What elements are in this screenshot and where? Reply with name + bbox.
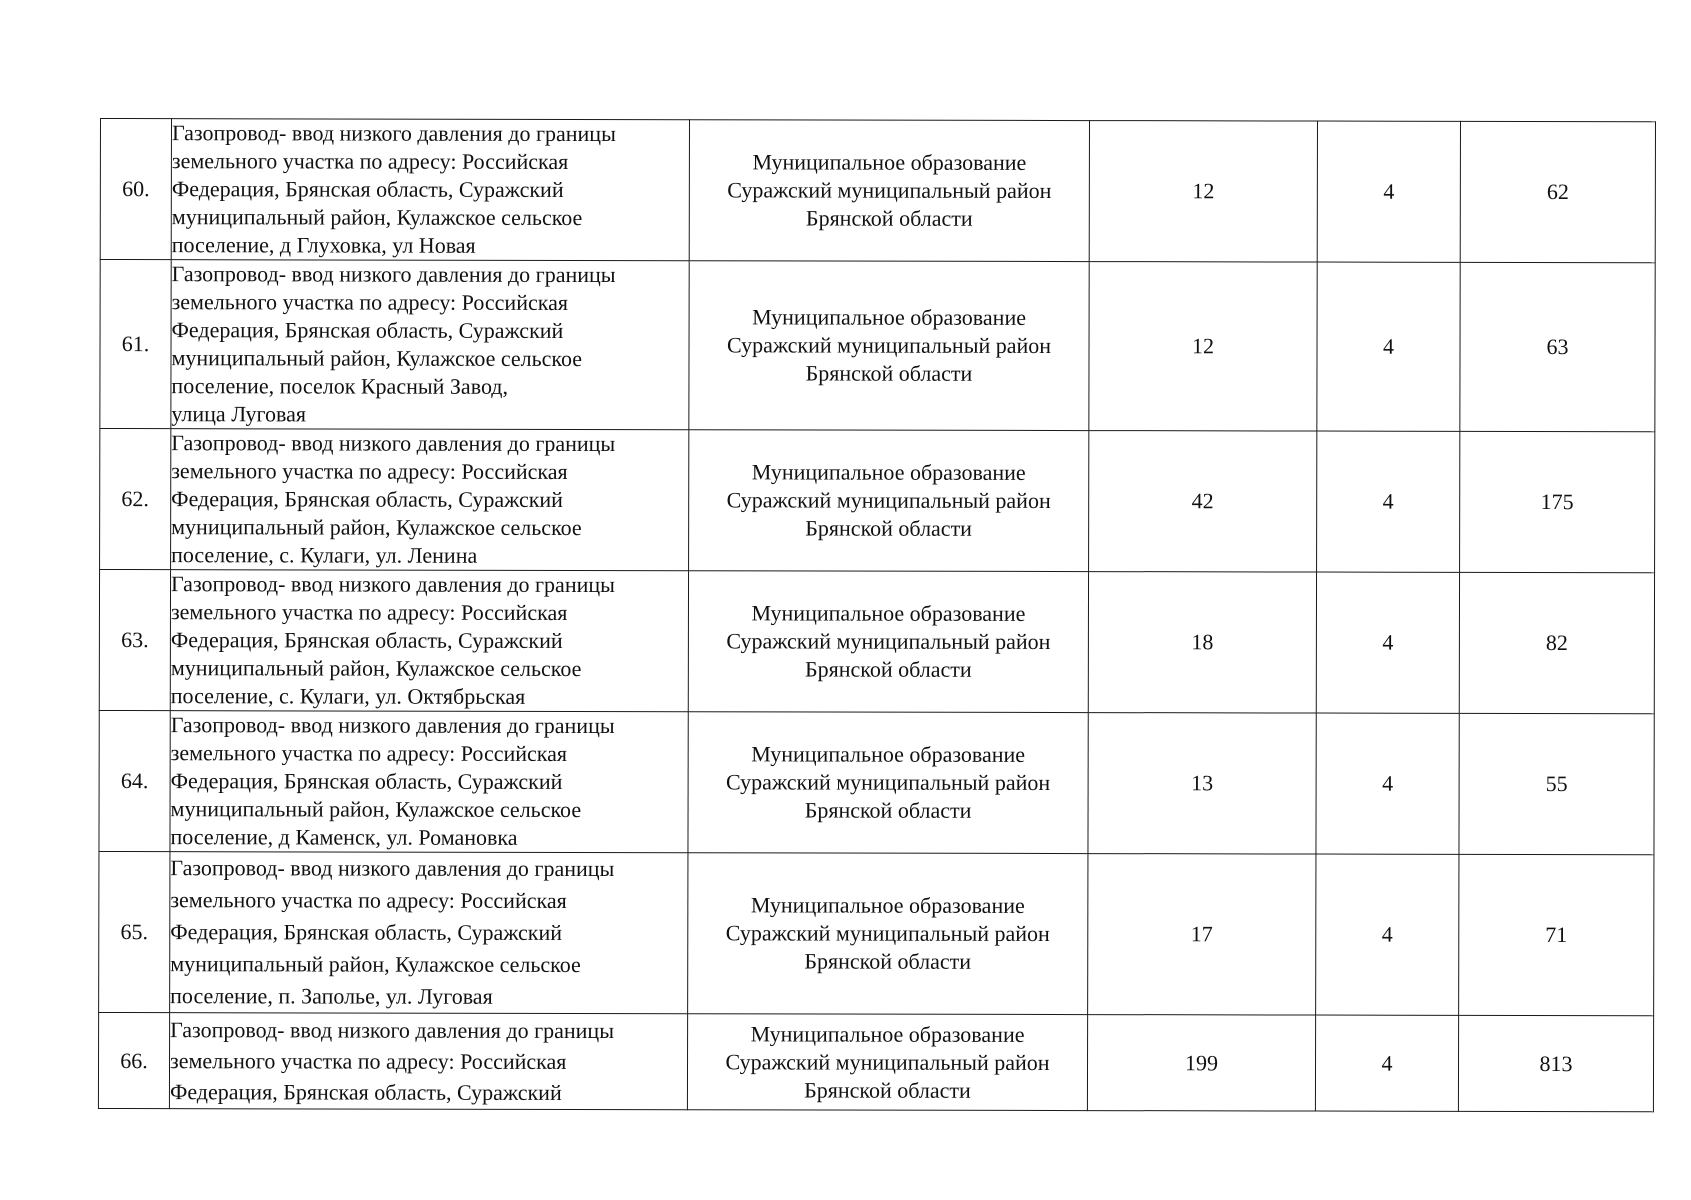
object-name-line: Газопровод- ввод низкого давления до границы [170, 712, 615, 739]
owner-line: Муниципальное образование [750, 892, 1025, 918]
value-cell-1: 12 [1089, 262, 1317, 431]
row-number: 60. [100, 119, 171, 260]
object-name-line: поселение, д Каменск, ул. Романовка [170, 824, 518, 850]
value-cell-2: 4 [1316, 713, 1459, 854]
object-name-line: поселение, с. Кулаги, ул. Октябрьская [170, 683, 526, 709]
object-name-line: Федерация, Брянская область, Суражский [170, 919, 563, 945]
object-name-line: муниципальный район, Кулажское сельское [171, 345, 583, 372]
owner-cell [688, 571, 1088, 713]
value-cell-2: 4 [1317, 121, 1460, 262]
object-name-line: земельного участка по адресу: Российская [169, 1048, 567, 1074]
value-cell-2: 4 [1317, 262, 1460, 431]
value-cell-3: 62 [1460, 121, 1655, 262]
object-name-line: земельного участка по адресу: Российская [170, 599, 568, 625]
object-name-cell [171, 260, 689, 430]
table-row [99, 570, 1654, 714]
table-row [100, 429, 1655, 573]
row-number: 65. [99, 851, 170, 1012]
object-name-line: Федерация, Брянская область, Суражский [170, 627, 563, 653]
owner-line: Суражский муниципальный район [727, 177, 1052, 203]
value-cell-1: 18 [1088, 572, 1316, 713]
owner-line: Брянской области [804, 656, 972, 682]
object-name-line: Федерация, Брянская область, Суражский [170, 768, 563, 794]
object-name-cell [171, 119, 689, 261]
owner-line: Муниципальное образование [752, 149, 1027, 175]
owner-line: Муниципальное образование [750, 1020, 1025, 1047]
owner-cell [687, 1014, 1087, 1111]
row-number: 66. [98, 1012, 169, 1108]
object-name-line: земельного участка по адресу: Российская [170, 740, 568, 766]
value-cell-3: 813 [1458, 1015, 1653, 1111]
object-name-line: муниципальный район, Кулажское сельское [170, 951, 581, 978]
object-name-line: Федерация, Брянская область, Суражский [171, 317, 564, 343]
owner-line: Муниципальное образование [752, 304, 1027, 330]
value-cell-2: 4 [1317, 431, 1460, 572]
owner-line: Суражский муниципальный район [726, 332, 1052, 358]
object-name-line: земельного участка по адресу: Российская [171, 148, 569, 174]
owner-line: Брянской области [805, 205, 973, 231]
owner-line: Муниципальное образование [751, 741, 1026, 767]
object-name-cell [170, 852, 688, 1014]
object-name-line: Газопровод- ввод низкого давления до границы [171, 120, 616, 147]
value-cell-2: 4 [1316, 572, 1459, 713]
row-number: 61. [100, 260, 171, 429]
owner-line: Муниципальное образование [751, 459, 1026, 485]
value-cell-3: 82 [1459, 572, 1654, 713]
table-row [100, 119, 1655, 263]
owner-cell [689, 261, 1089, 431]
object-name-line: поселение, поселок Красный Завод, [171, 373, 509, 399]
object-name-line: Федерация, Брянская область, Суражский [171, 176, 564, 202]
row-number: 63. [99, 570, 170, 711]
object-name-line: Федерация, Брянская область, Суражский [169, 1079, 562, 1105]
table-row [100, 260, 1655, 432]
value-cell-3: 175 [1460, 431, 1655, 572]
row-number: 62. [100, 429, 171, 570]
value-cell-2: 4 [1315, 1015, 1458, 1111]
object-name-cell [171, 429, 689, 571]
object-name-line: улица Луговая [171, 401, 307, 427]
object-name-line: муниципальный район, Кулажское сельское [170, 796, 582, 823]
owner-line: Суражский муниципальный район [726, 769, 1051, 795]
registry-table-body [98, 119, 1655, 1112]
owner-line: Брянской области [804, 1076, 971, 1103]
value-cell-3: 71 [1459, 854, 1654, 1015]
owner-line: Брянской области [804, 797, 972, 823]
value-cell-1: 17 [1088, 854, 1316, 1015]
object-name-line: земельного участка по адресу: Российская [171, 458, 568, 484]
owner-cell [688, 712, 1088, 854]
object-name-line: земельного участка по адресу: Российская [171, 289, 569, 315]
object-name-cell [170, 711, 688, 853]
object-name-line: Газопровод- ввод низкого давления до границы [171, 430, 616, 457]
object-name-line: земельного участка по адресу: Российская [170, 887, 567, 913]
object-name-cell [169, 1013, 687, 1110]
table-row [98, 1012, 1653, 1111]
object-name-cell [170, 570, 688, 712]
owner-line: Брянской области [805, 515, 973, 541]
object-name-line: поселение, д Глуховка, ул Новая [171, 232, 476, 258]
owner-cell [689, 120, 1089, 262]
row-number: 64. [99, 710, 170, 851]
table-row [99, 710, 1654, 854]
object-name-line: поселение, с. Кулаги, ул. Ленина [171, 542, 478, 568]
value-cell-3: 63 [1460, 262, 1655, 431]
object-name-line: муниципальный район, Кулажское сельское [171, 204, 583, 231]
value-cell-1: 199 [1087, 1015, 1315, 1111]
owner-line: Суражский муниципальный район [726, 628, 1051, 654]
owner-line: Суражский муниципальный район [725, 1048, 1050, 1075]
table-row [99, 851, 1654, 1015]
object-name-line: муниципальный район, Кулажское сельское [171, 514, 582, 541]
value-cell-1: 12 [1089, 121, 1317, 262]
object-name-line: Федерация, Брянская область, Суражский [171, 486, 564, 512]
object-name-line: поселение, п. Заполье, ул. Луговая [170, 983, 493, 1009]
owner-cell [688, 853, 1088, 1015]
object-name-line: муниципальный район, Кулажское сельское [170, 655, 582, 682]
owner-line: Муниципальное образование [751, 600, 1026, 626]
owner-line: Суражский муниципальный район [726, 487, 1051, 513]
value-cell-1: 42 [1089, 431, 1317, 572]
registry-table [98, 118, 1656, 1112]
object-name-line: Газопровод- ввод низкого давления до границы [170, 855, 615, 882]
object-name-line: Газопровод- ввод низкого давления до границы [171, 261, 616, 288]
owner-line: Брянской области [804, 948, 972, 974]
value-cell-2: 4 [1316, 854, 1459, 1015]
object-name-line: Газопровод- ввод низкого давления до границы [170, 1017, 615, 1044]
value-cell-3: 55 [1459, 713, 1654, 854]
object-name-line: Газопровод- ввод низкого давления до границы [170, 571, 615, 598]
owner-line: Суражский муниципальный район [725, 920, 1050, 946]
owner-cell [689, 430, 1089, 572]
owner-line: Брянской области [805, 360, 973, 386]
value-cell-1: 13 [1088, 713, 1316, 854]
